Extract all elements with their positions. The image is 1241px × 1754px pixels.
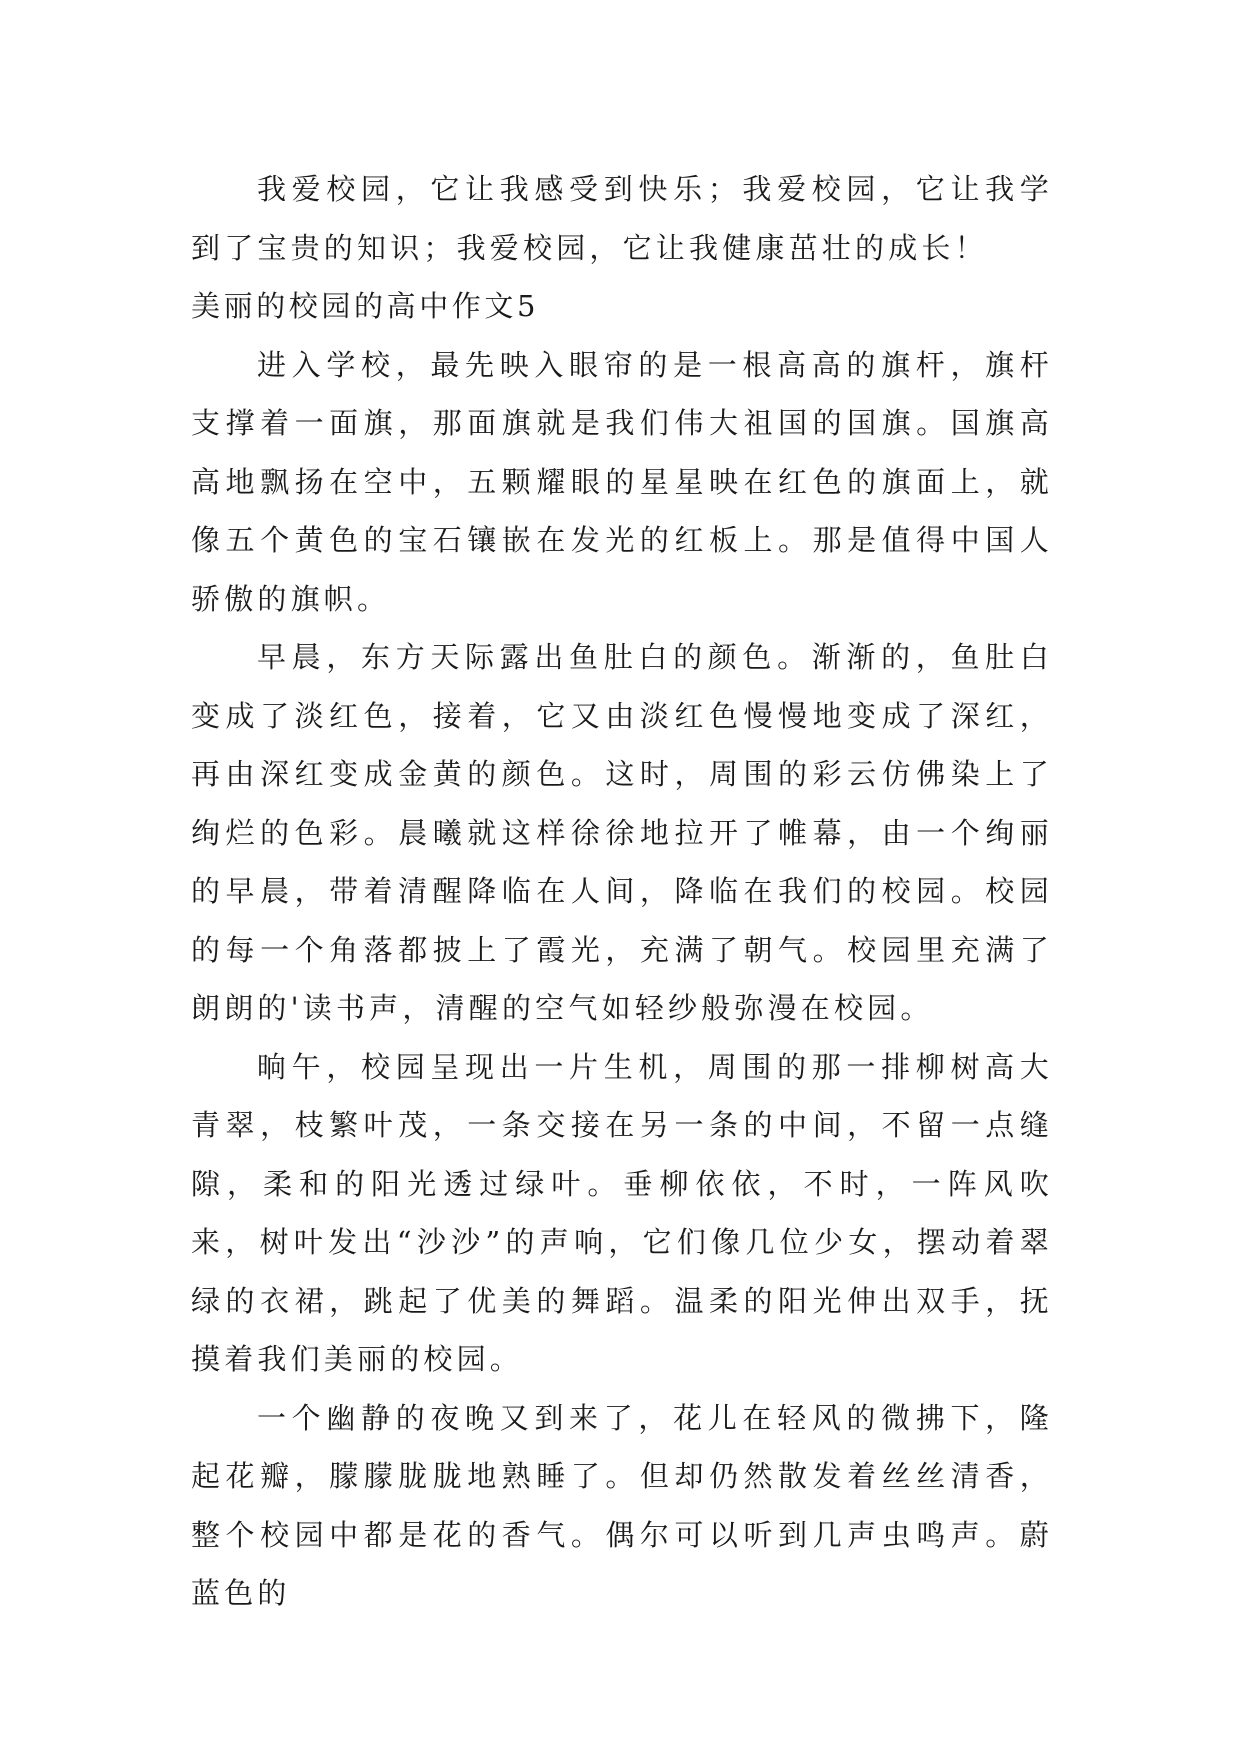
paragraph-flag: 进入学校，最先映入眼帘的是一根高高的旗杆，旗杆支撑着一面旗，那面旗就是我们伟大祖国的国旗。国旗高高地飘扬在空中，五颗耀眼的星星映在红色的旗面上，就像五个黄色的宝石镶嵌在发光的红板上。那是值得中国人骄傲的旗帜。 [191,347,1053,616]
paragraph-noon: 晌午，校园呈现出一片生机，周围的那一排柳树高大青翠，枝繁叶茂，一条交接在另一条的中间，不留一点缝隙，柔和的阳光透过绿叶。垂柳依依，不时，一阵风吹来，树叶发出“沙沙”的声响，它们像几位少女，摆动着翠绿的衣裙，跳起了优美的舞蹈。温柔的阳光伸出双手，抚摸着我们美丽的校园。 [191,1049,1053,1376]
document-body [191,160,1053,1623]
paragraph-night: 一个幽静的夜晚又到来了，花儿在轻风的微拂下，隆起花瓣，朦朦胧胧地熟睡了。但却仍然散发着丝丝清香，整个校园中都是花的香气。偶尔可以听到几声虫鸣声。蔚蓝色的 [191,1400,1053,1610]
paragraph-morning: 早晨，东方天际露出鱼肚白的颜色。渐渐的，鱼肚白变成了淡红色，接着，它又由淡红色慢慢地变成了深红，再由深红变成金黄的颜色。这时，周围的彩云仿佛染上了绚烂的色彩。晨曦就这样徐徐地拉开了帷幕，由一个绚丽的早晨，带着清醒降临在人间，降临在我们的校园。校园的每一个角落都披上了霞光，充满了朝气。校园里充满了朗朗的'读书声，清醒的空气如轻纱般弥漫在校园。 [191,640,1053,1025]
intro-paragraph: 我爱校园，它让我感受到快乐；我爱校园，它让我学到了宝贵的知识；我爱校园，它让我健康茁壮的成长！ [191,172,1053,265]
section-title: 美丽的校园的高中作文5 [191,289,540,323]
